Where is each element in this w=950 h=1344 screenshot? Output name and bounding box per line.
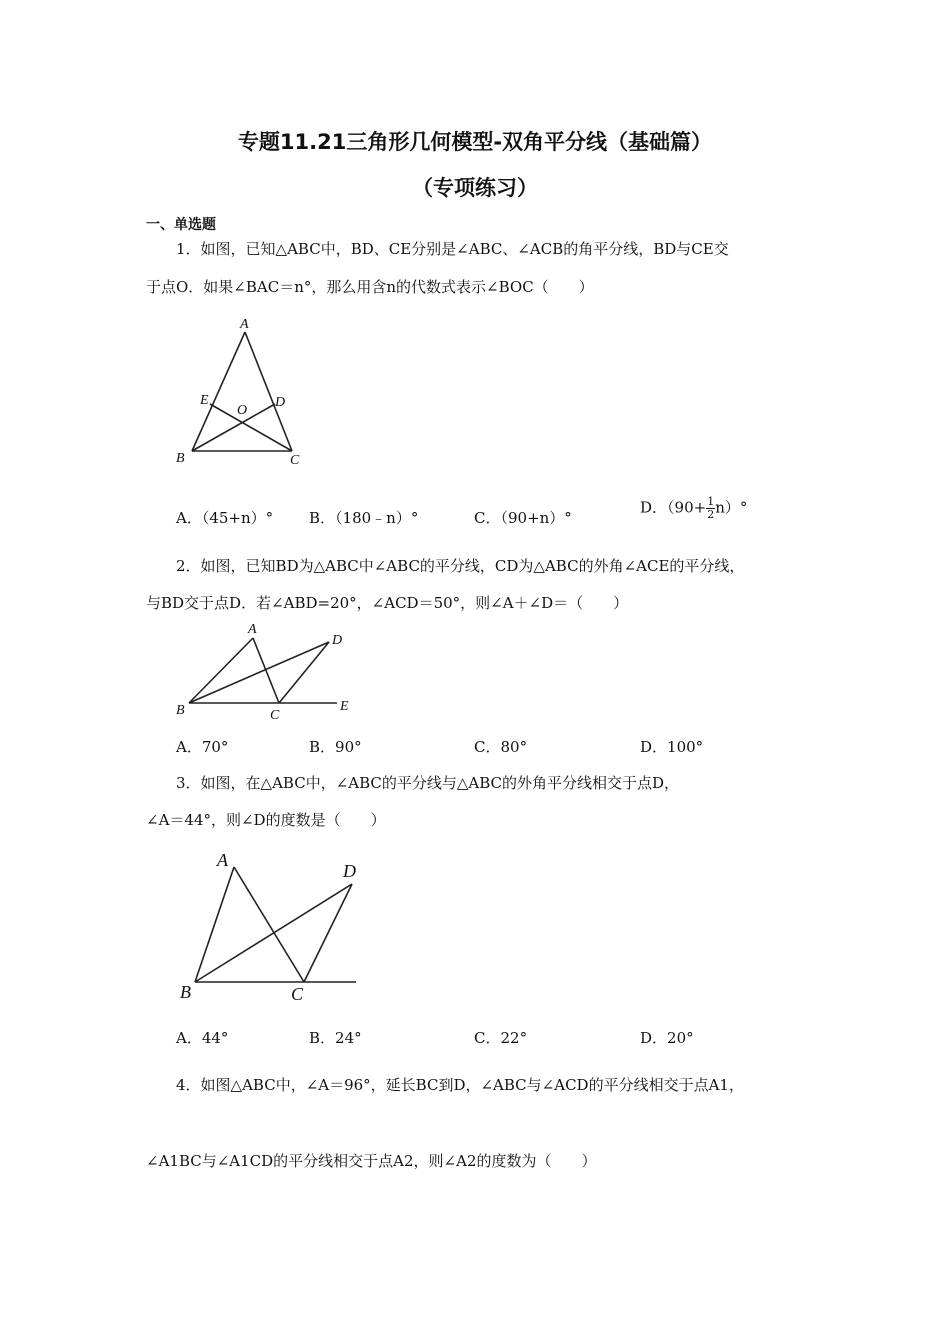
page-title: 专题11.21三角形几何模型-双角平分线（基础篇） xyxy=(237,130,713,154)
q1-option-a[interactable]: A．（45+n）° xyxy=(176,509,274,527)
q1-option-d[interactable] xyxy=(640,496,747,521)
q4-text-line2: ∠A1BC与∠A1CD的平分线相交于点A2，则∠A2的度数为（ ） xyxy=(146,1152,597,1170)
q1-option-c[interactable]: C．（90+n）° xyxy=(474,509,572,527)
q2-option-d[interactable]: D．100° xyxy=(640,738,704,756)
q1-label-e: E xyxy=(200,393,209,408)
fraction-numerator: 1 xyxy=(707,495,715,508)
q3-label-c: C xyxy=(291,984,304,1004)
q3-option-a[interactable]: A．44° xyxy=(176,1029,229,1047)
q2-label-a: A xyxy=(248,622,257,637)
q2-label-d: D xyxy=(332,633,343,648)
q2-option-c[interactable]: C．80° xyxy=(474,738,528,756)
q3-label-a: A xyxy=(217,850,228,870)
q3-figure xyxy=(172,842,372,1006)
q3-option-b[interactable]: B．24° xyxy=(309,1029,362,1047)
q3-text-line1: 3．如图，在△ABC中，∠ABC的平分线与△ABC的外角平分线相交于点D， xyxy=(176,774,680,792)
q2-text-line1: 2．如图，已知BD为△ABC中∠ABC的平分线，CD为△ABC的外角∠ACE的平分线， xyxy=(176,557,745,575)
section-heading: 一、单选题 xyxy=(146,217,216,233)
q2-text-line2: 与BD交于点D．若∠ABD=20°，∠ACD＝50°，则∠A＋∠D＝（ ） xyxy=(146,594,629,612)
q1-label-o: O xyxy=(237,403,248,418)
q3-option-d[interactable]: D．20° xyxy=(640,1029,694,1047)
q3-label-d: D xyxy=(343,861,356,881)
fraction-denominator: 2 xyxy=(707,508,715,521)
q1-label-d: D xyxy=(275,395,286,410)
q2-option-b[interactable]: B．90° xyxy=(309,738,362,756)
q1-text-line2: 于点O．如果∠BAC＝n°，那么用含n的代数式表示∠BOC（ ） xyxy=(146,278,594,296)
q3-label-b: B xyxy=(180,982,191,1002)
q1-option-d-suffix: n）° xyxy=(715,498,748,517)
q2-figure xyxy=(172,618,362,728)
q1-label-c: C xyxy=(290,453,300,468)
q1-label-b: B xyxy=(176,451,185,466)
q1-option-b[interactable]: B．（180﹣n）° xyxy=(309,509,419,527)
q1-option-d-prefix: D．（90+ xyxy=(640,498,707,517)
q3-text-line2: ∠A＝44°，则∠D的度数是（ ） xyxy=(146,811,386,829)
q3-option-c[interactable]: C．22° xyxy=(474,1029,528,1047)
q2-label-e: E xyxy=(340,699,349,714)
page-subtitle: （专项练习） xyxy=(412,176,538,200)
q1-text-line1: 1．如图，已知△ABC中，BD、CE分别是∠ABC、∠ACB的角平分线，BD与CE交 xyxy=(176,240,729,258)
q2-label-c: C xyxy=(270,708,280,723)
q1-label-a: A xyxy=(240,317,249,332)
q1-option-d-fraction xyxy=(706,496,715,521)
q2-label-b: B xyxy=(176,703,185,718)
q2-option-a[interactable]: A．70° xyxy=(176,738,229,756)
q1-figure xyxy=(172,312,312,472)
q4-text-line1: 4．如图△ABC中，∠A＝96°，延长BC到D，∠ABC与∠ACD的平分线相交于点A1， xyxy=(176,1076,744,1094)
